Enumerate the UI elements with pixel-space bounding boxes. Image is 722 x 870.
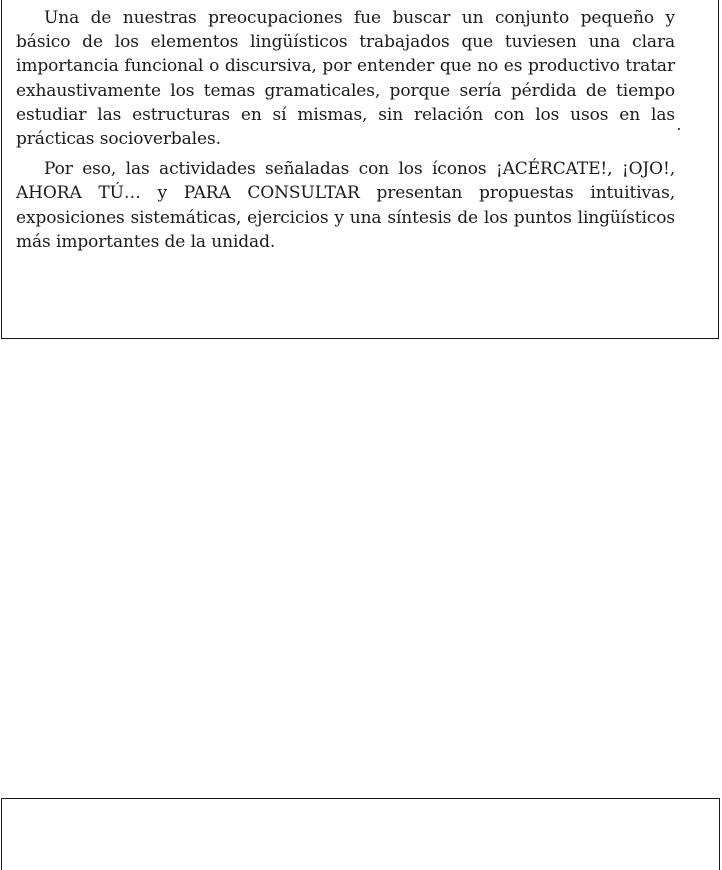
empty-box bbox=[1, 798, 720, 870]
text-box bbox=[1, 0, 719, 339]
paragraph-2: Por eso, las actividades señaladas con los íconos ¡ACÉRCATE!, ¡OJO!, AHORA TÚ… y PARA CONSULTAR presentan propuestas intuitivas, exposiciones sistemáticas, ejercicios y una síntesis de los puntos lingüísticos más importantes de la unidad. bbox=[16, 159, 675, 252]
margin-dot bbox=[678, 128, 680, 130]
paragraph-1: Una de nuestras preocupaciones fue buscar un conjunto pequeño y básico de los elementos lingüísticos trabajados que tuviesen una clara importancia funcional o discursiva, por entender que no es productivo tratar exhaustivamente los temas gramaticales, porque sería pérdida de tiempo estudiar las estructuras en sí mismas, sin relación con los usos en las prácticas socioverbales. bbox=[16, 8, 675, 150]
